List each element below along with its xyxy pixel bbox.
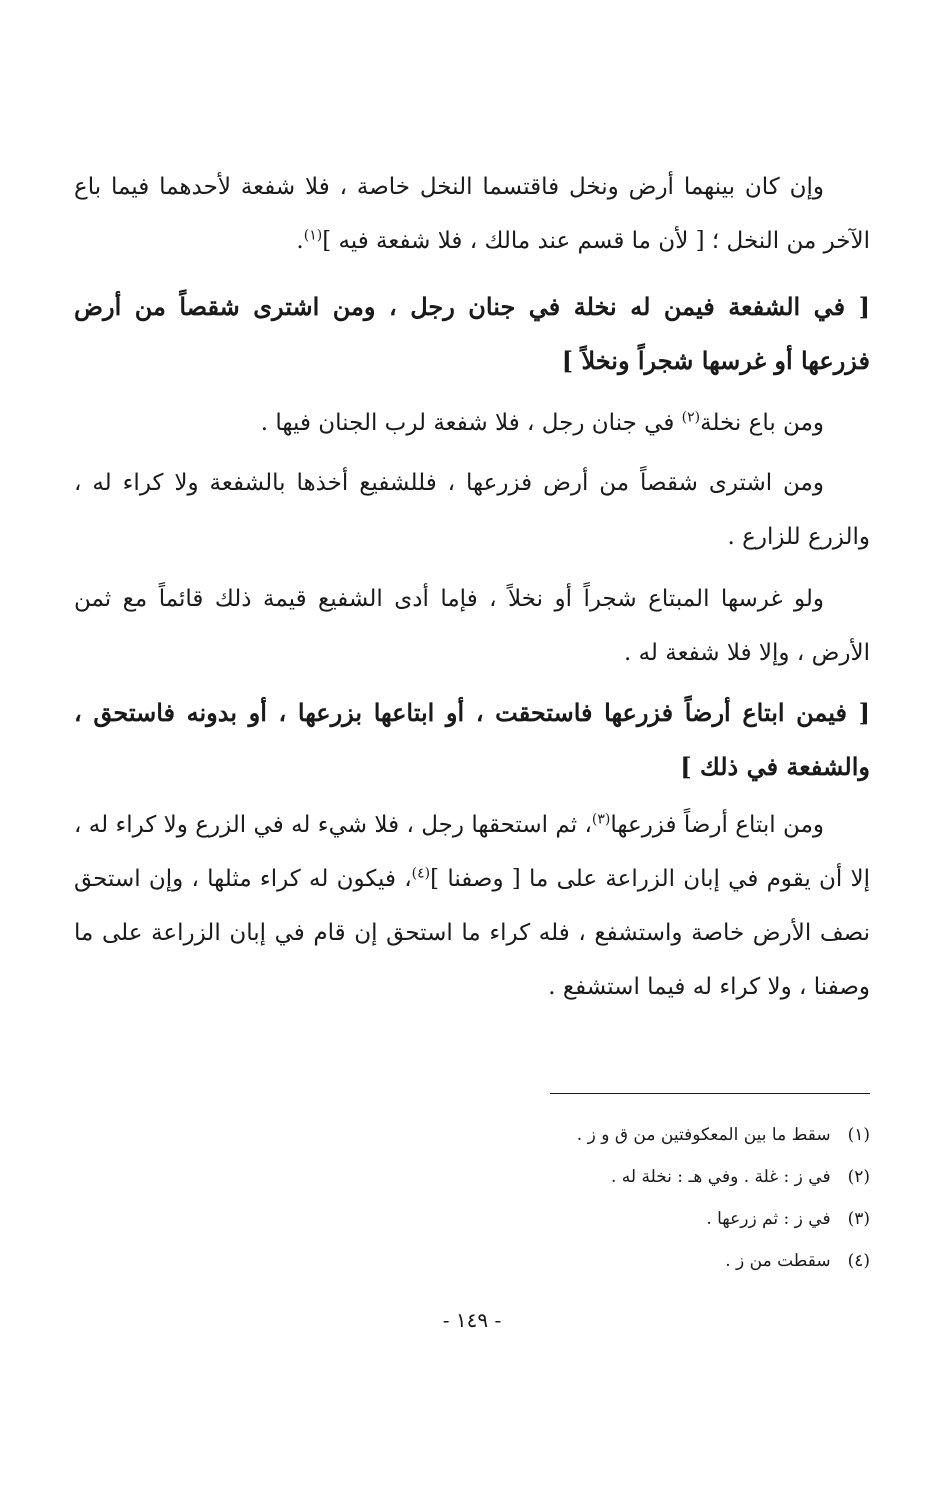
footnote-ref-2: (٢): [681, 409, 701, 426]
paragraph-5-text-c: ، فيكون له كراء مثلها ، وإن استحق نصف الأرض خاصة واستشفع ، فله كراء ما استحق إن قام في إبان الزراعة على ما وصفنا ، ولا كراء له فيما استشفع .: [74, 866, 870, 1000]
footnote-item: [170, 1156, 870, 1198]
paragraph-2-text-b: في جنان رجل ، فلا شفعة لرب الجنان فيها .: [260, 410, 682, 436]
footnote-item: [170, 1198, 870, 1240]
footnote-text: سقط ما بين المعكوفتين من ق و ز .: [576, 1125, 831, 1145]
paragraph-4: ولو غرسها المبتاع شجراً أو نخلاً ، فإما أدى الشفيع قيمة ذلك قائماً مع ثمن الأرض ، وإلا فلا شفعة له .: [74, 586, 870, 666]
footnote-number: (٢): [847, 1167, 870, 1187]
footnote-item: [170, 1114, 870, 1156]
footnote-text: في ز : غلة . وفي هـ : نخلة له .: [610, 1167, 831, 1187]
footnote-number: (١): [847, 1125, 870, 1145]
footnote-text: في ز : ثم زرعها .: [706, 1209, 831, 1229]
paragraph-2-text-a: ومن باع نخلة: [700, 410, 824, 436]
paragraph-1: [74, 160, 870, 268]
footnote-item: [170, 1240, 870, 1282]
footnote-ref-3: (٣): [591, 811, 611, 828]
paragraph-1-text: وإن كان بينهما أرض ونخل فاقتسما النخل خاصة ، فلا شفعة لأحدهما فيما باع الآخر من النخل ؛ [ لأن ما قسم عند مالك ، فلا شفعة فيه ]: [74, 174, 870, 254]
footnote-text: سقطت من ز .: [725, 1251, 831, 1271]
paragraph-5-text-b: ، ثم استحقها رجل ، فلا شيء له في الزرع ولا كراء له ، إلا أن يقوم في إبان الزراعة على ما [ وصفنا ]: [74, 812, 870, 892]
page-number: - ١٤٩ -: [442, 1308, 502, 1332]
paragraph-1-end: .: [296, 228, 304, 254]
footnote-number: (٤): [847, 1251, 870, 1271]
section-heading-1: [ في الشفعة فيمن له نخلة في جنان رجل ، ومن اشترى شقصاً من أرض فزرعها أو غرسها شجراً ونخلاً ]: [74, 292, 870, 375]
footnote-ref-4: (٤): [411, 865, 431, 882]
footnotes: [170, 1114, 870, 1282]
paragraph-5: [74, 798, 870, 1014]
paragraph-2: [74, 396, 870, 450]
paragraph-5-text-a: ومن ابتاع أرضاً فزرعها: [610, 812, 824, 838]
paragraph-3: ومن اشترى شقصاً من أرض فزرعها ، فللشفيع أخذها بالشفعة ولا كراء له ، والزرع للزارع .: [74, 470, 870, 550]
footnote-divider: [550, 1093, 870, 1094]
footnote-number: (٣): [847, 1209, 870, 1229]
section-heading-2: [ فيمن ابتاع أرضاً فزرعها فاستحقت ، أو ابتاعها بزرعها ، أو بدونه فاستحق ، والشفعة في ذلك ]: [74, 698, 870, 781]
footnote-ref-1: (١): [303, 227, 323, 244]
